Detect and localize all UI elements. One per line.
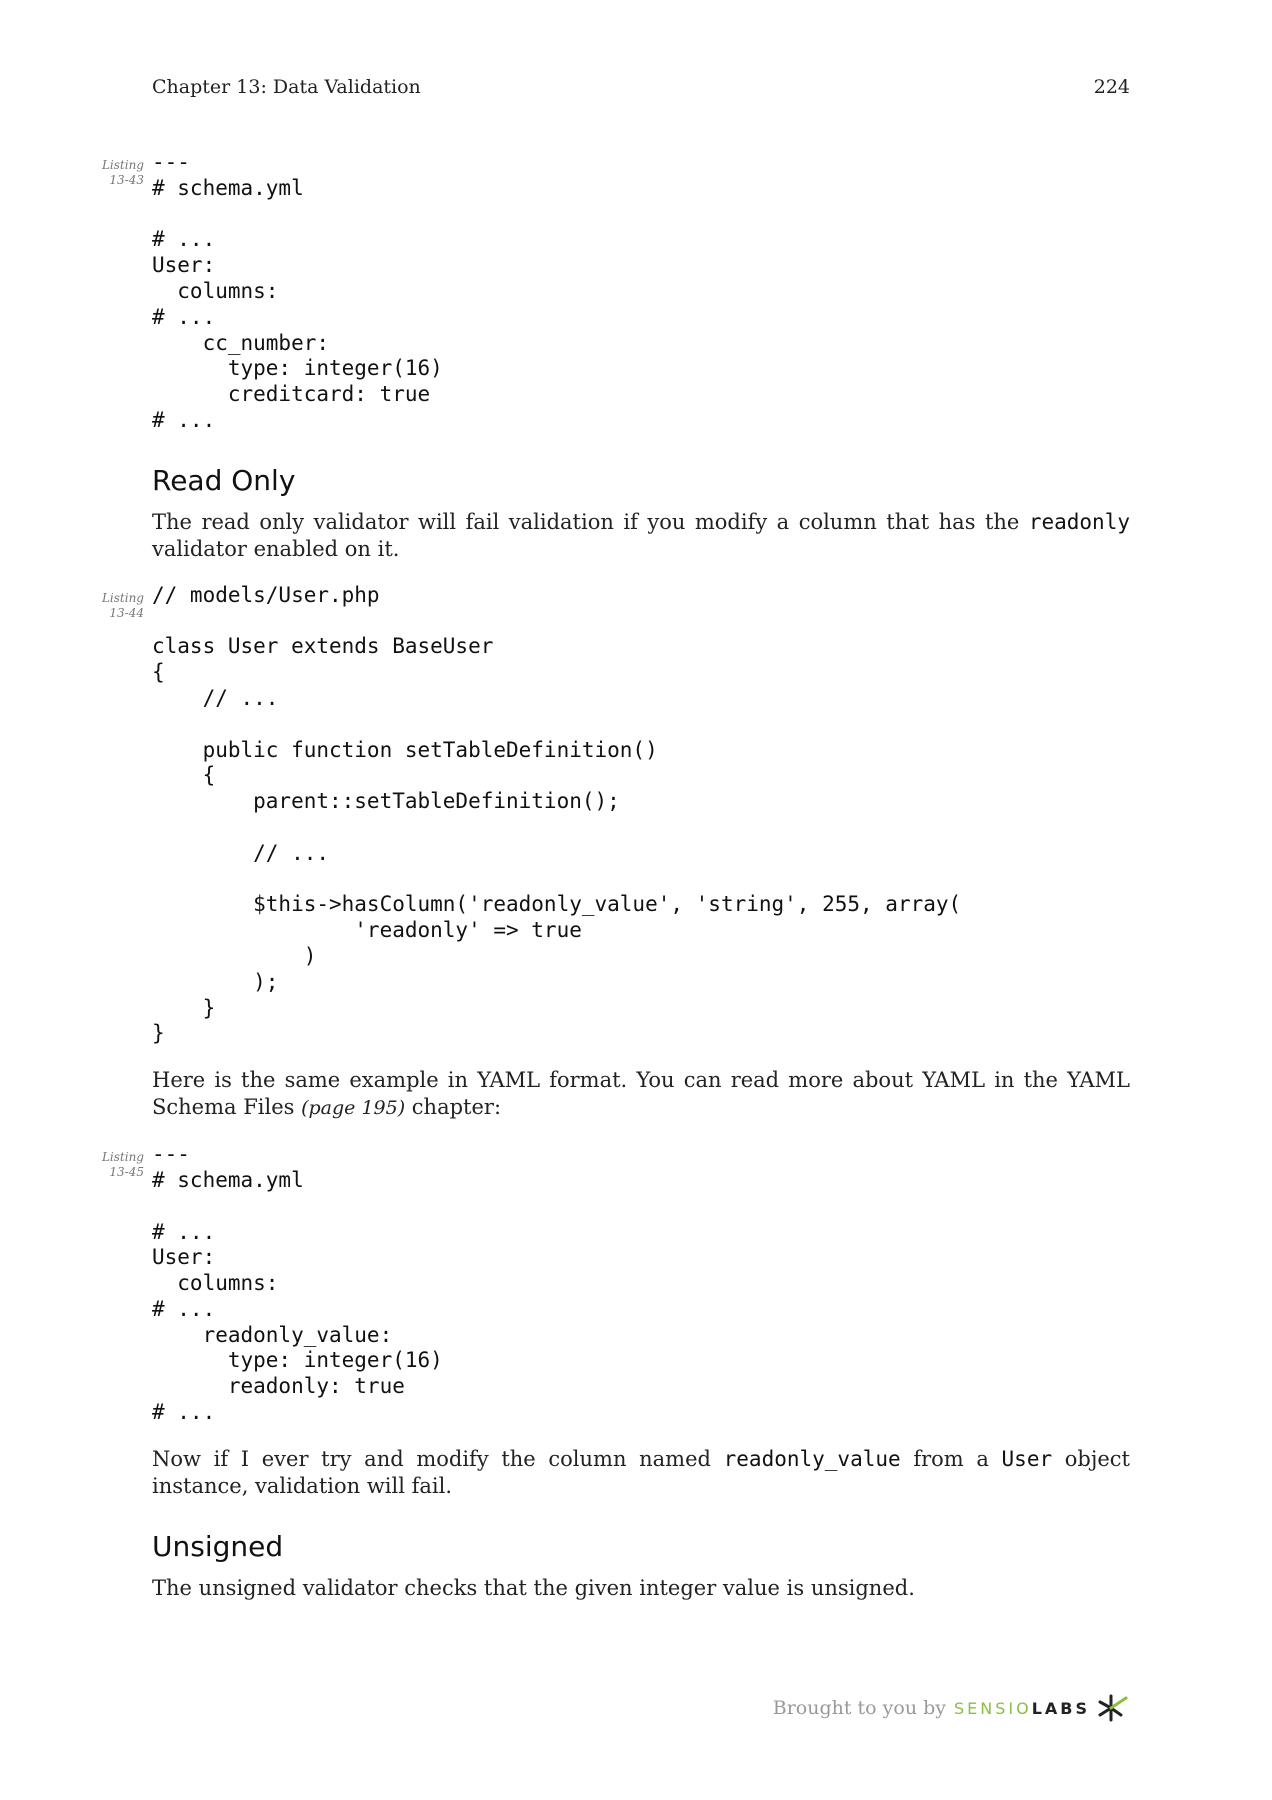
page-number: 224 <box>1093 76 1130 98</box>
paragraph-text: from a <box>900 1446 1002 1471</box>
code-block: // models/User.php class User extends BaseUser { // ... public function setTableDefinition() { parent::setTableDefinition(); // ... $this->hasColumn('readonly_value', 'string', 255, array( 'readonly' => true ) ); } } <box>152 582 962 1046</box>
paragraph-text: Now if I ever try and modify the column named <box>152 1446 724 1471</box>
section-heading-unsigned: Unsigned <box>152 1529 284 1563</box>
page-content <box>101 150 1130 1602</box>
listing-label <box>88 1150 144 1180</box>
page-reference-link[interactable]: (page 195) <box>301 1097 406 1120</box>
paragraph-text: Here is the same example in YAML format. You can read more about YAML in the YAML Schema Files <box>152 1068 1130 1120</box>
listing-label <box>88 158 144 188</box>
paragraph-text: validator enabled on it. <box>152 536 400 561</box>
listing-label <box>88 591 144 621</box>
paragraph-text: object instance, validation will fail. <box>152 1446 1130 1498</box>
paragraph <box>152 1067 1130 1122</box>
code-block: --- # schema.yml # ... User: columns: # ... readonly_value: type: integer(16) readonly: true # ... <box>152 1142 443 1425</box>
section-heading-read-only: Read Only <box>152 463 296 497</box>
code-block: --- # schema.yml # ... User: columns: # ... cc_number: type: integer(16) creditcard: true # ... <box>152 150 443 432</box>
paragraph-text: chapter: <box>405 1095 502 1120</box>
paragraph <box>152 1446 1130 1500</box>
paragraph-text: The read only validator will fail validation if you modify a column that has the <box>152 509 1029 534</box>
brand-sensio: SENSIO <box>954 1698 1032 1718</box>
chapter-title: Chapter 13: Data Validation <box>152 76 421 98</box>
running-header <box>152 76 1130 98</box>
listing-label-text: Listing 13-45 <box>101 1150 144 1180</box>
page-footer <box>773 1693 1130 1723</box>
inline-code: readonly <box>1028 509 1130 534</box>
listing-label-text: Listing 13-43 <box>101 158 144 187</box>
inline-code: readonly_value <box>723 1446 901 1471</box>
code-listing <box>101 582 1130 1047</box>
inline-code: User <box>1001 1446 1053 1471</box>
sensiolabs-logo-icon <box>1096 1693 1130 1723</box>
code-listing <box>101 1142 1130 1426</box>
brand-wordmark <box>954 1699 1090 1718</box>
listing-label-text: Listing 13-44 <box>101 590 144 620</box>
code-listing <box>101 150 1130 434</box>
footer-credit-text: Brought to you by <box>772 1697 946 1719</box>
paragraph: The unsigned validator checks that the given integer value is unsigned. <box>152 1575 915 1600</box>
paragraph <box>152 509 1130 563</box>
brand-labs: LABS <box>1031 1698 1090 1718</box>
